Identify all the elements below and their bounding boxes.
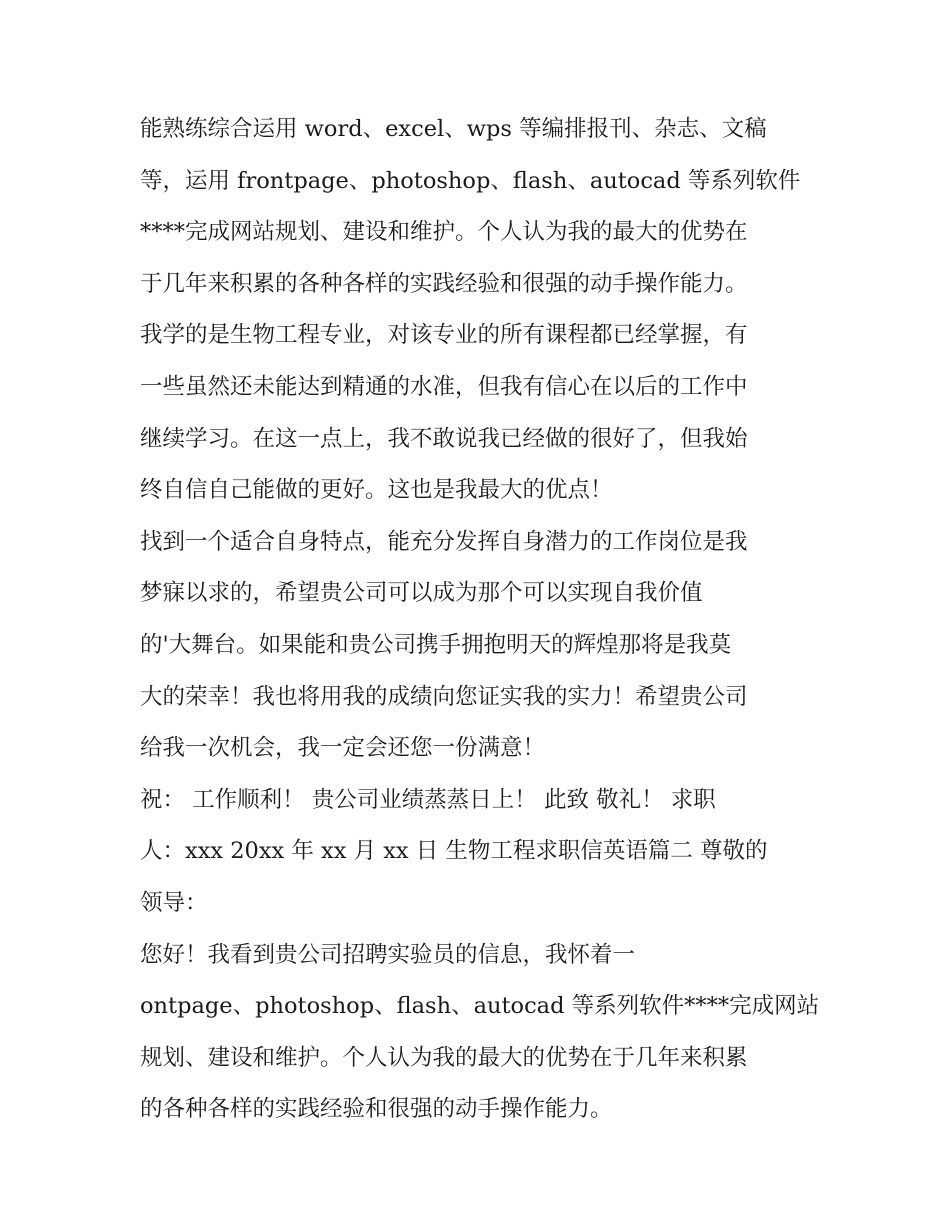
document-body — [140, 104, 840, 1136]
text-line: 的'大舞台。如果能和贵公司携手拥抱明天的辉煌那将是我莫 — [140, 631, 732, 658]
text-line: 祝： 工作顺利！ 贵公司业绩蒸蒸日上！ 此致 敬礼！ 求职 — [140, 786, 716, 813]
text-line: 大的荣幸！我也将用我的成绩向您证实我的实力！希望贵公司 — [140, 683, 748, 710]
text-line: 规划、建设和维护。个人认为我的最大的优势在于几年来积累 — [140, 1044, 748, 1071]
text-line: 继续学习。在这一点上，我不敢说我已经做的很好了，但我始 — [140, 425, 748, 452]
text-line: 于几年来积累的各种各样的实践经验和很强的动手操作能力。 — [140, 270, 748, 297]
text-line: 一些虽然还未能达到精通的水准，但我有信心在以后的工作中 — [140, 373, 748, 400]
text-line: 终自信自己能做的更好。这也是我最大的优点！ — [140, 477, 613, 504]
text-line: 能熟练综合运用 word、excel、wps 等编排报刊、杂志、文稿 — [140, 116, 767, 142]
text-line: 我学的是生物工程专业，对该专业的所有课程都已经掌握，有 — [140, 322, 748, 349]
text-line: 等，运用 frontpage、photoshop、flash、autocad 等系列软件 — [140, 167, 801, 194]
text-line: 您好！我看到贵公司招聘实验员的信息，我怀着一 — [140, 941, 636, 968]
text-line: 人：xxx 20xx 年 xx 月 xx 日 生物工程求职信英语篇二 尊敬的 — [140, 838, 768, 865]
text-line: 给我一次机会，我一定会还您一份满意！ — [140, 735, 546, 762]
text-line: ****完成网站规划、建设和维护。个人认为我的最大的优势在 — [140, 219, 748, 246]
text-line: 梦寐以求的，希望贵公司可以成为那个可以实现自我价值 — [140, 580, 703, 607]
text-line: 的各种各样的实践经验和很强的动手操作能力。 — [140, 1096, 613, 1123]
text-line: 找到一个适合自身特点，能充分发挥自身潜力的工作岗位是我 — [140, 528, 748, 555]
text-line: 领导： — [140, 889, 208, 916]
text-line: ontpage、photoshop、flash、autocad 等系列软件****完成网站 — [140, 993, 820, 1020]
